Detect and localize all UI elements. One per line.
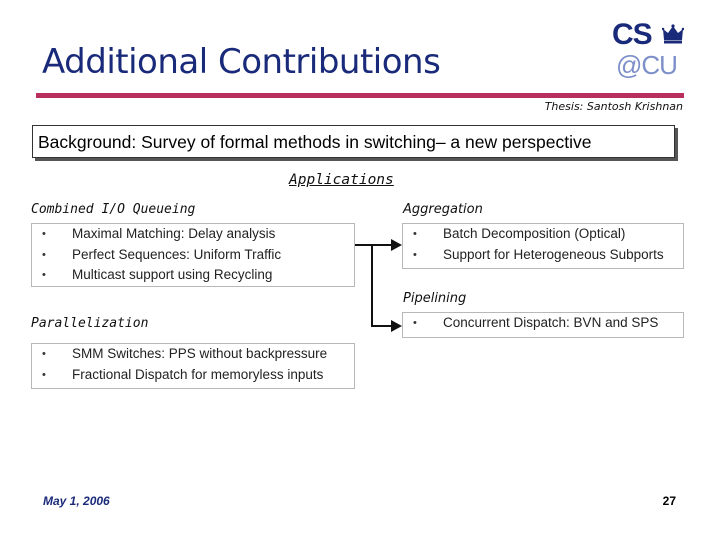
arrow-right-icon bbox=[391, 239, 402, 251]
applications-label: Applications bbox=[289, 172, 394, 188]
thesis-author: Thesis: Santosh Krishnan bbox=[544, 100, 683, 113]
connector-line bbox=[355, 244, 372, 246]
crown-icon bbox=[662, 24, 684, 44]
logo-cs-text: CS bbox=[612, 18, 652, 51]
parallelization-heading: Parallelization bbox=[31, 316, 149, 331]
footer-date: May 1, 2006 bbox=[43, 494, 110, 508]
pipelining-list bbox=[403, 313, 683, 334]
list-item: • Support for Heterogeneous Subports bbox=[403, 245, 683, 266]
connector-line bbox=[372, 325, 392, 327]
connector-line bbox=[372, 244, 392, 246]
list-item: • Batch Decomposition (Optical) bbox=[403, 224, 683, 245]
connector-line bbox=[371, 244, 373, 327]
logo-cu-text: @CU bbox=[616, 50, 677, 80]
pipelining-box bbox=[402, 312, 684, 338]
pipelining-heading: Pipelining bbox=[403, 291, 467, 306]
background-text: Background: Survey of formal methods in switching– a new perspective bbox=[38, 132, 592, 152]
title-rule bbox=[36, 93, 684, 98]
list-item: • Concurrent Dispatch: BVN and SPS bbox=[403, 313, 683, 334]
parallelization-list bbox=[32, 344, 354, 385]
page-number: 27 bbox=[662, 494, 676, 508]
list-item: • Maximal Matching: Delay analysis bbox=[32, 224, 354, 245]
cs-cu-logo bbox=[612, 18, 688, 82]
combined-io-box bbox=[31, 223, 355, 287]
list-item: • SMM Switches: PPS without backpressure bbox=[32, 344, 354, 365]
aggregation-box bbox=[402, 223, 684, 269]
list-item: • Fractional Dispatch for memoryless inputs bbox=[32, 365, 354, 386]
aggregation-heading: Aggregation bbox=[403, 202, 483, 217]
list-item: • Perfect Sequences: Uniform Traffic bbox=[32, 245, 354, 266]
background-box bbox=[32, 125, 675, 158]
combined-io-heading: Combined I/O Queueing bbox=[31, 202, 196, 217]
list-item: • Multicast support using Recycling bbox=[32, 265, 354, 286]
combined-io-list bbox=[32, 224, 354, 286]
slide-title: Additional Contributions bbox=[42, 42, 441, 82]
parallelization-box bbox=[31, 343, 355, 389]
arrow-right-icon bbox=[391, 320, 402, 332]
aggregation-list bbox=[403, 224, 683, 265]
